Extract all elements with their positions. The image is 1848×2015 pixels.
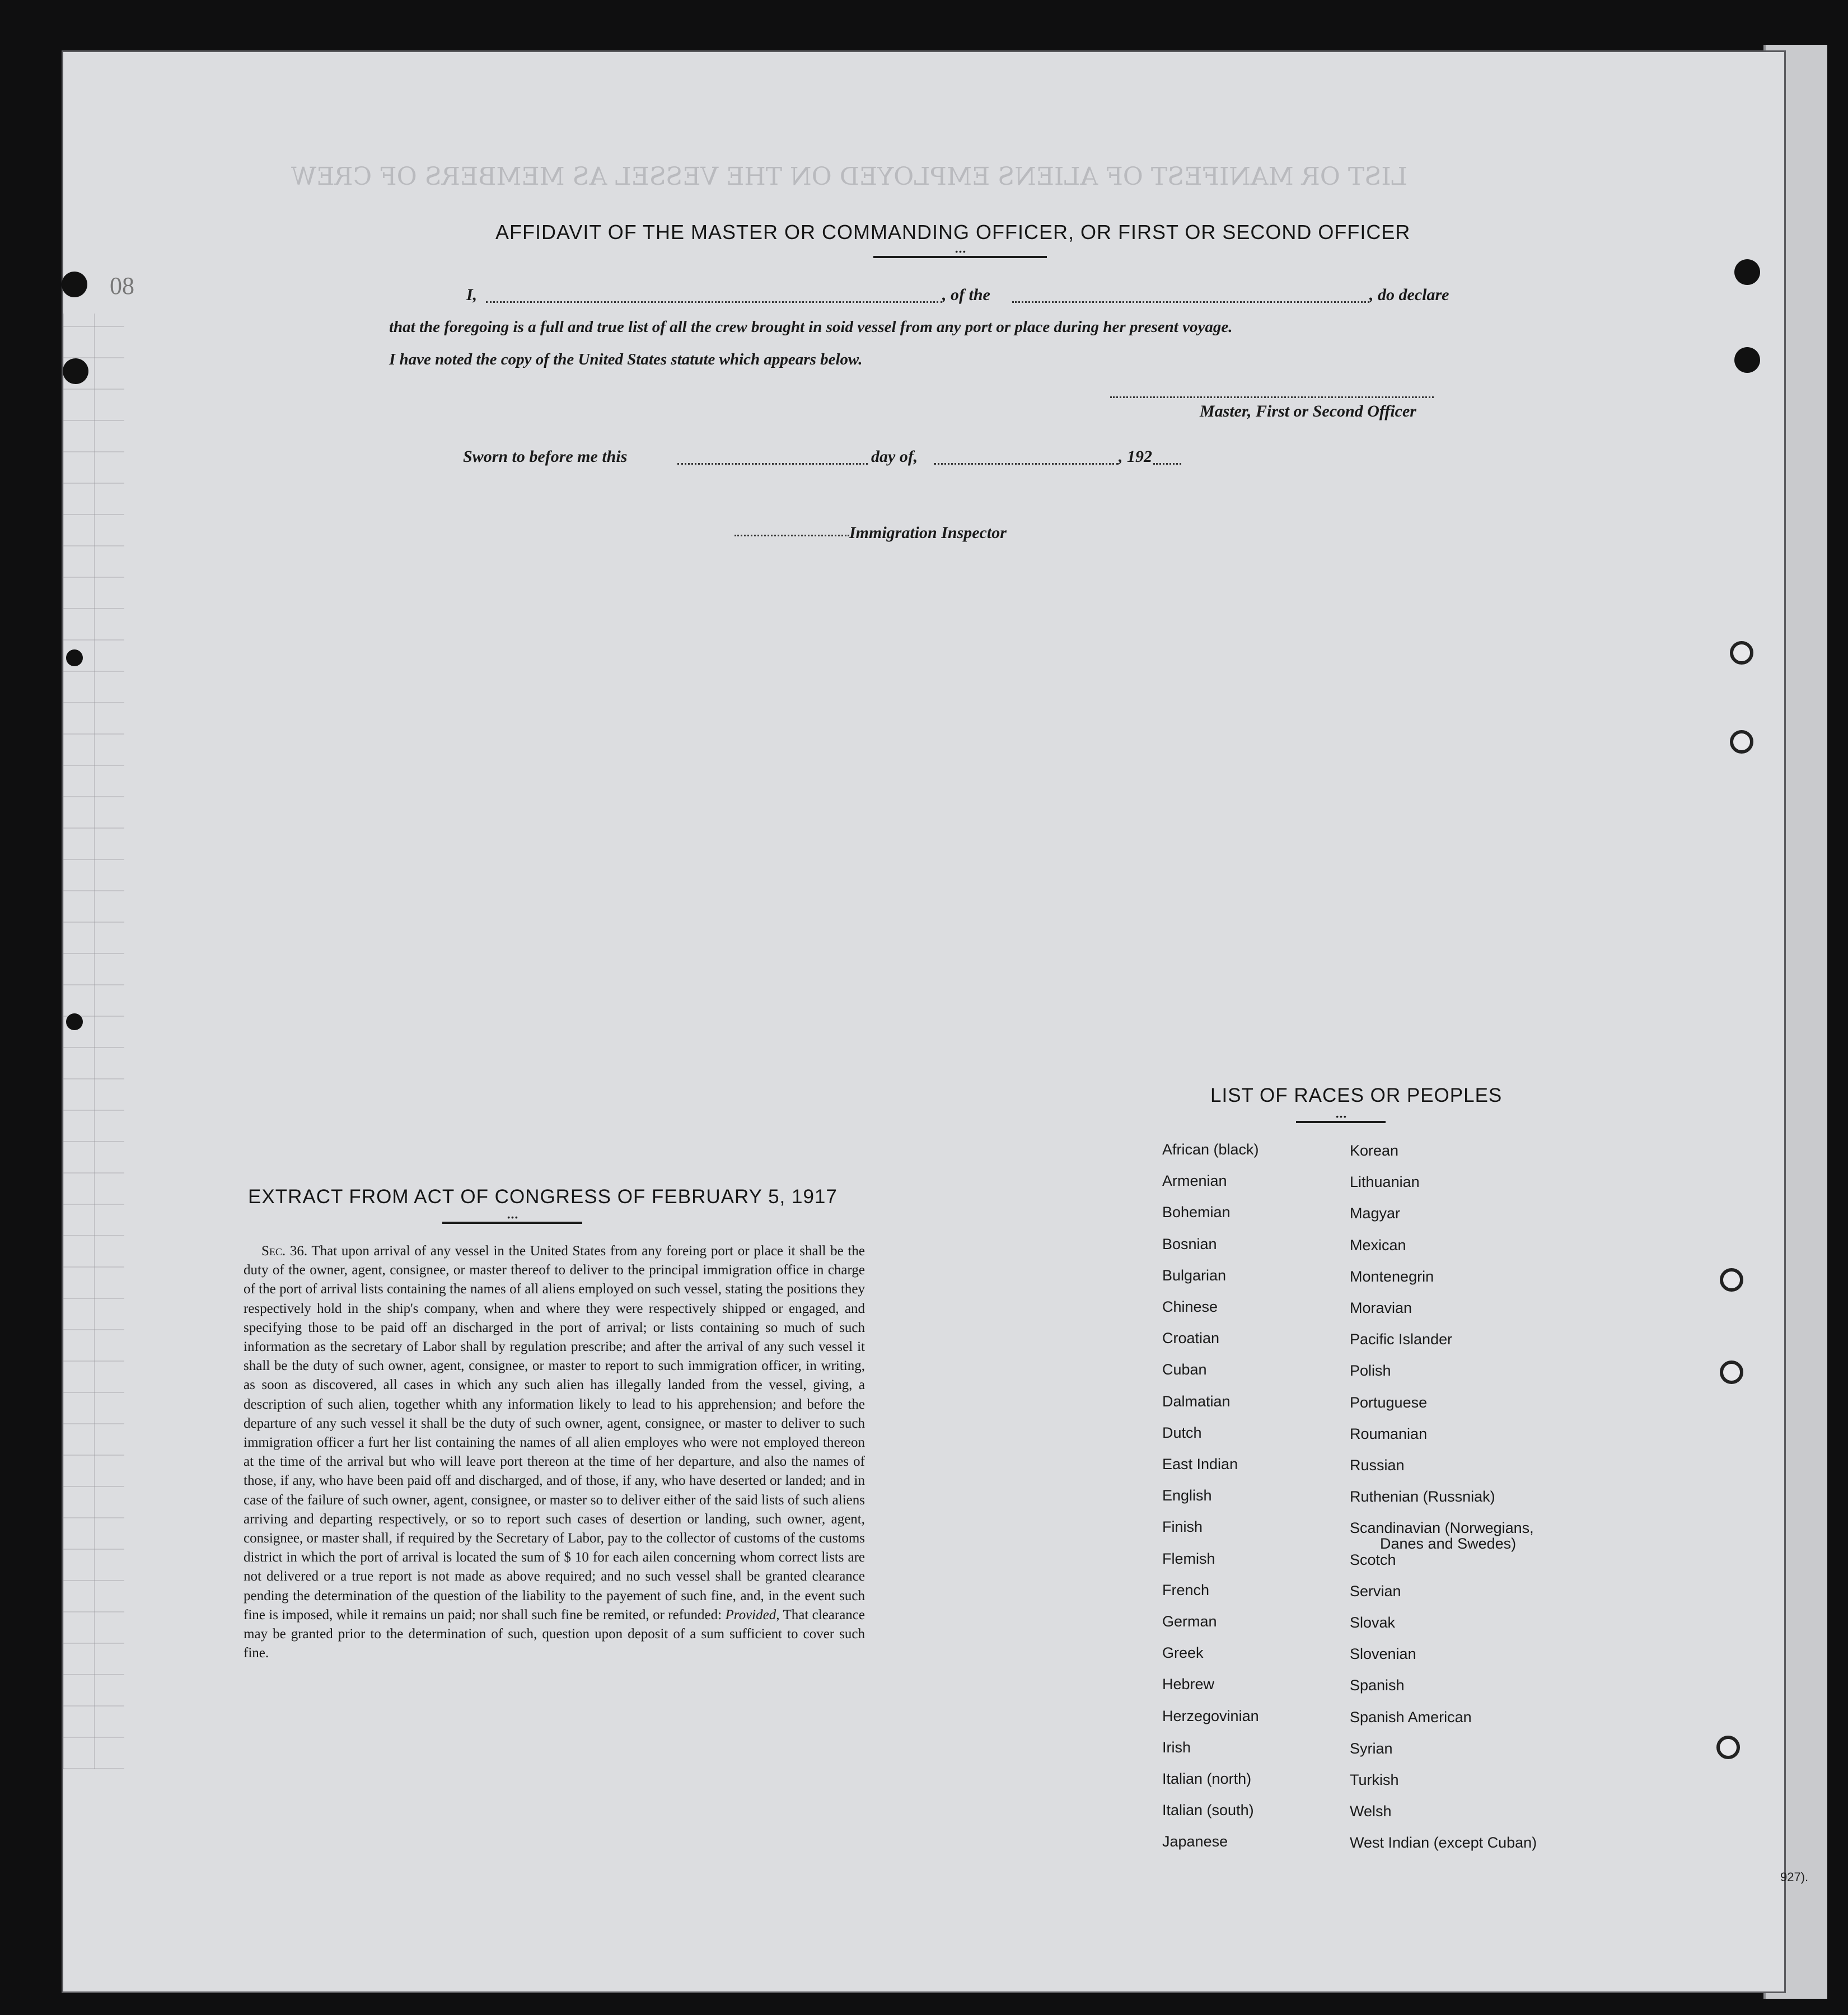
race-item: Japanese — [1162, 1833, 1228, 1850]
race-item: Russian — [1350, 1457, 1405, 1474]
ornament-divider — [873, 256, 1047, 258]
affidavit-do-declare: , do declare — [1369, 286, 1449, 304]
binder-hole — [1716, 1736, 1740, 1759]
race-item: Dutch — [1162, 1424, 1202, 1441]
ornament-divider — [1296, 1121, 1386, 1123]
binder-hole — [63, 358, 88, 384]
extract-text: That upon arrival of any vessel in the United States from any foreing port or place it shall be the duty of the owner, agent, consignee, or master thereof to deliver to the principal immigration office in charge of the port of arrival lists containing the names of all aliens employed on such vessel, stating the positions they respectively hold in the ship's company, when and where they were respectively shipped or engaged, and specifying those to be paid off an discharged in the port of arrival; or lists containing so much of such information as the secretary of Labor shall by regulation prescribe; and after the arrival of any such vessel it shall be the duty of such owner, agent, consignee, or master to report to such immigration officer, in writing, as soon as discovered, all cases in which any such alien has illegally landed from the vessel, giving, a description of such alien, together whith any information likely to lead to his apprehension; and before the departure of any such vessel it shall be the duty of such owner, agent, consignee, or master to deliver to such immigration officer a furt her list containing the names of all alien employes who were not employed thereon at the time of the arrival but who will leave port thereon at the time of her departure, and also the names of those, if any, who have been paid off and discharged, and of those, if any, who have deserted or landed; and in case of the failure of such owner, agent, consignee, or master so to deliver either of the said lists of such aliens arriving and departing respectively, or so to report such cases of desertion or landing, such owner, agent, consignee, or master shall, if required by the Secretary of Labor, pay to the collector of customs of the customs district in which the port of arrival is located the sum of $ 10 for each ailen concerning whom correct lists are not delivered or a true report is not made as above required; and no such vessel shall be granted clearance pending the determination of the question of the liability to the payement of such fine, and, in the event such fine is imposed, while it remains un paid; nor shall such fine be remited, or refunded: — [244, 1243, 865, 1623]
binder-hole — [1734, 259, 1760, 285]
year-label: , 192 — [1119, 447, 1152, 466]
races-heading: LIST OF RACES OR PEOPLES — [1210, 1084, 1503, 1106]
affidavit-heading: AFFIDAVIT OF THE MASTER OR COMMANDING OFFICER, OR FIRST OR SECOND OFFICER — [495, 221, 1411, 244]
bottom-right-fragment: 927). — [1780, 1870, 1809, 1884]
race-item: Welsh — [1350, 1803, 1392, 1820]
race-item: Scotch — [1350, 1551, 1396, 1568]
affidavit-i: I, — [466, 286, 478, 304]
race-item: Cuban — [1162, 1361, 1207, 1378]
race-item: Bulgarian — [1162, 1266, 1227, 1284]
race-item: East Indian — [1162, 1456, 1238, 1472]
race-item: Mexican — [1350, 1236, 1406, 1254]
vessel-blank-line — [1012, 301, 1369, 303]
binder-hole — [66, 649, 83, 666]
race-item: Dalmatian — [1162, 1392, 1231, 1410]
binder-hole — [1720, 1268, 1743, 1292]
extract-body — [244, 1242, 865, 1663]
race-item: Danes and Swedes) — [1380, 1535, 1517, 1553]
binder-hole — [1730, 641, 1753, 665]
race-item: African (black) — [1162, 1141, 1259, 1158]
race-item: Bohemian — [1162, 1204, 1231, 1221]
grid-margin — [63, 314, 124, 1769]
race-item: Flemish — [1162, 1550, 1215, 1567]
binder-hole — [66, 1013, 83, 1030]
affidavit-statute-note: I have noted the copy of the United States statute which appears below. — [389, 350, 863, 368]
extract-heading: EXTRACT FROM ACT OF CONGRESS OF FEBRUARY 5, 1917 — [248, 1186, 838, 1208]
inspector-blank-line — [734, 535, 849, 536]
race-item: Roumanian — [1350, 1425, 1428, 1442]
race-item: French — [1162, 1581, 1210, 1598]
race-item: Pacific Islander — [1350, 1331, 1453, 1348]
race-item: Armenian — [1162, 1172, 1227, 1190]
affidavit-of-the: , of the — [942, 286, 990, 304]
race-item: Moravian — [1350, 1299, 1412, 1316]
race-item: Spanish — [1350, 1677, 1405, 1694]
race-item: Finish — [1162, 1518, 1203, 1536]
race-item: Italian (north) — [1162, 1770, 1252, 1787]
page-number: 08 — [110, 272, 134, 300]
race-item: English — [1162, 1487, 1212, 1504]
binder-hole — [1730, 730, 1753, 754]
race-item: Chinese — [1162, 1298, 1218, 1315]
race-item: Syrian — [1350, 1740, 1393, 1757]
ornament-divider — [442, 1222, 582, 1224]
race-item: Montenegrin — [1350, 1268, 1434, 1285]
sworn-month-blank — [934, 463, 1119, 465]
race-item: Spanish American — [1350, 1708, 1472, 1726]
race-item: Lithuanian — [1350, 1174, 1420, 1191]
sworn-day-blank — [677, 463, 868, 465]
race-item: Greek — [1162, 1644, 1204, 1662]
binder-hole — [1734, 347, 1760, 373]
document-page — [62, 50, 1786, 1993]
signature-blank-line — [1110, 396, 1434, 398]
race-item: Slovenian — [1350, 1645, 1416, 1663]
race-item: Polish — [1350, 1362, 1391, 1380]
race-item: Servian — [1350, 1582, 1401, 1600]
race-item: Ruthenian (Russniak) — [1350, 1488, 1495, 1506]
race-item: Croatian — [1162, 1330, 1220, 1347]
race-item: Portuguese — [1350, 1394, 1428, 1411]
race-item: Italian (south) — [1162, 1802, 1254, 1819]
race-item: Bosnian — [1162, 1235, 1217, 1252]
race-item: Hebrew — [1162, 1676, 1215, 1693]
race-item: Korean — [1350, 1142, 1399, 1159]
race-item: Slovak — [1350, 1614, 1396, 1631]
inspector-label: Immigration Inspector — [849, 523, 1007, 542]
name-blank-line — [486, 301, 942, 303]
affidavit-statement: that the foregoing is a full and true list of all the crew brought in soid vessel from any port or place during her present voyage. — [389, 318, 1233, 336]
race-item: Turkish — [1350, 1771, 1399, 1788]
race-item: German — [1162, 1613, 1217, 1630]
sworn-label: Sworn to before me this — [463, 447, 628, 466]
race-item: Irish — [1162, 1738, 1191, 1756]
binder-hole — [1720, 1361, 1743, 1384]
day-of-label: day of, — [871, 447, 918, 466]
sworn-year-blank — [1153, 463, 1181, 465]
race-item: Magyar — [1350, 1205, 1401, 1222]
bleed-through-title: LIST OR MANIFEST OF ALIENS EMPLOYED ON THE VESSEL AS MEMBERS OF CREW — [291, 162, 1407, 191]
binder-hole — [62, 272, 87, 297]
section-label: Sec. 36. — [261, 1243, 308, 1259]
race-item: Scandinavian (Norwegians, — [1350, 1520, 1534, 1537]
race-item: Herzegovinian — [1162, 1707, 1259, 1724]
provided-word: Provided, — [725, 1607, 780, 1623]
signature-label: Master, First or Second Officer — [1200, 402, 1416, 420]
extract-text-end: That clearance may be granted prior to the determination of such, question upon deposit of a sum sufficient to cover such fine. — [244, 1607, 865, 1661]
race-item: West Indian (except Cuban) — [1350, 1834, 1537, 1852]
